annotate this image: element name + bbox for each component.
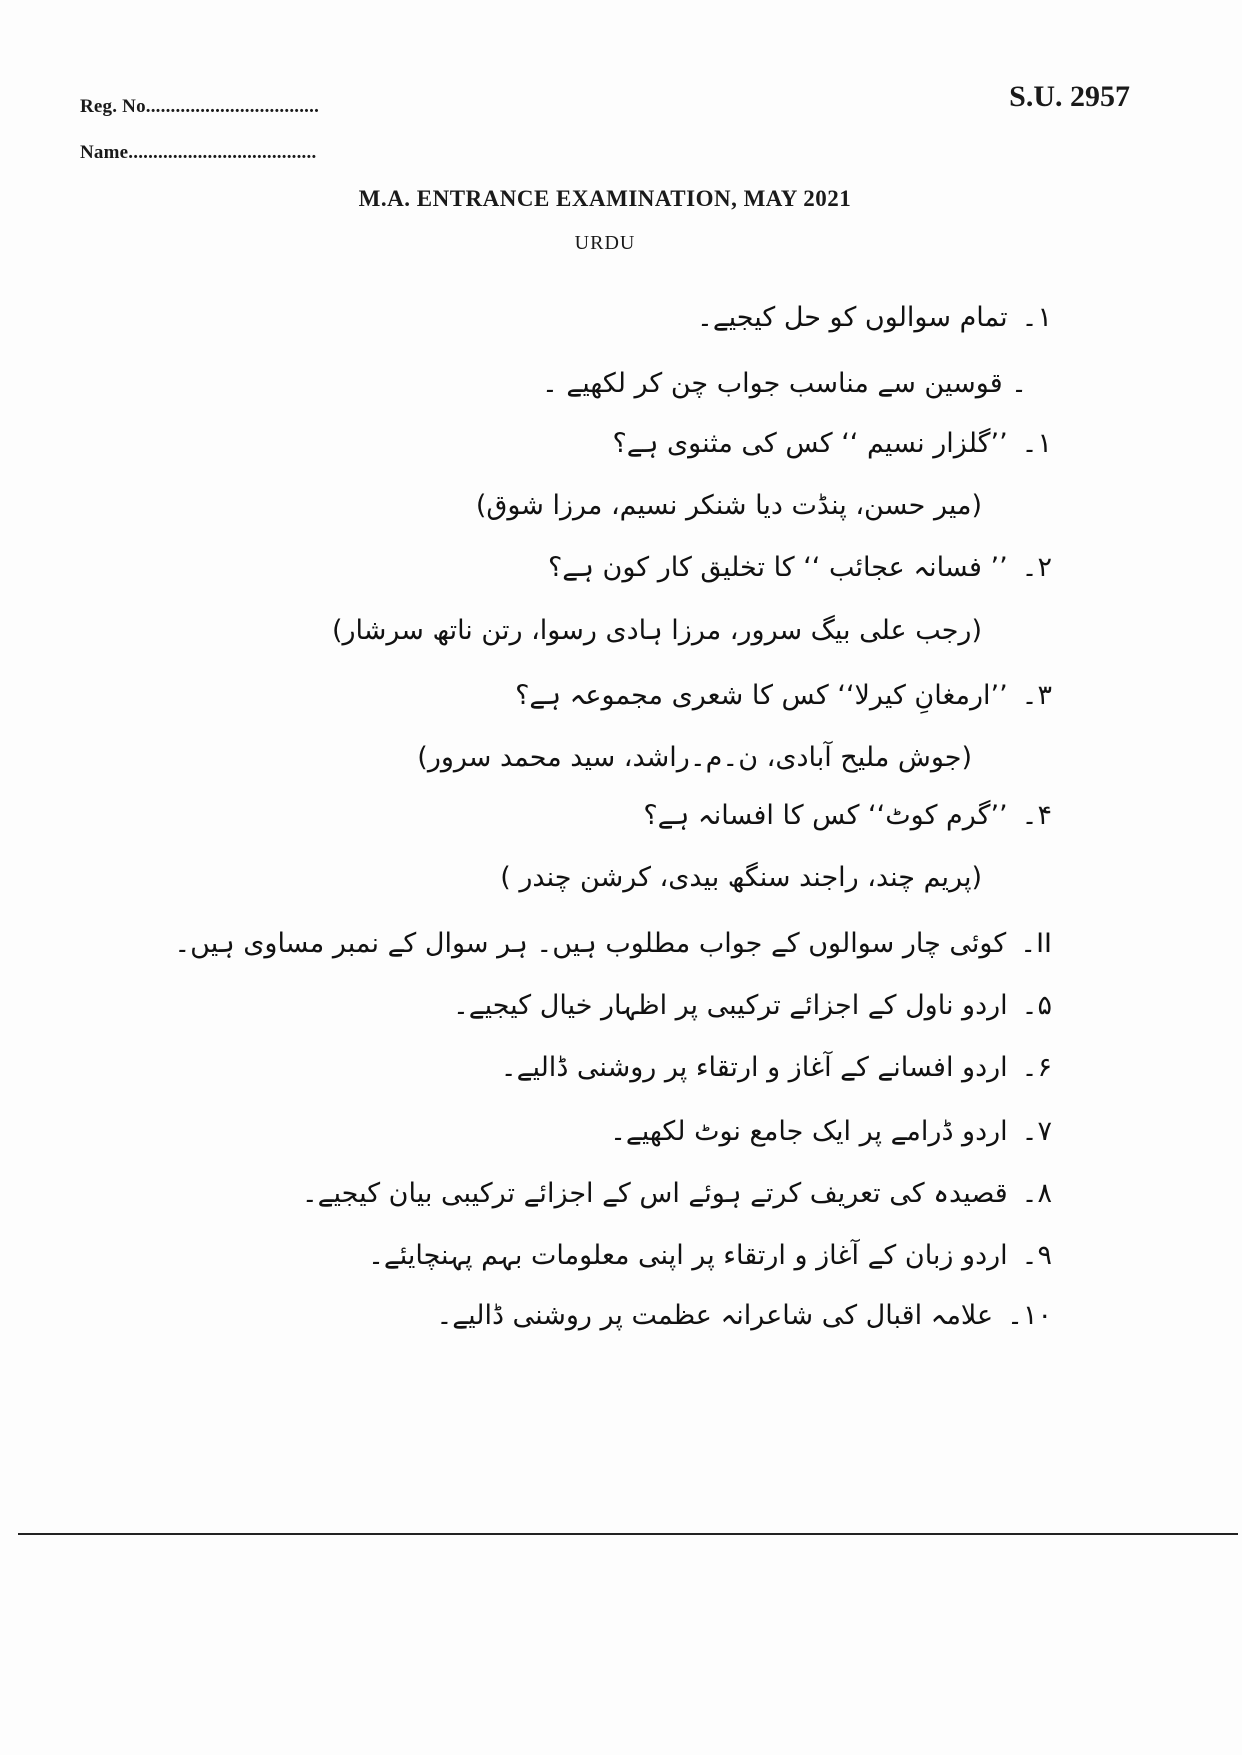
question-3-options: (جوش ملیح آبادی، ن۔م۔راشد، سید محمد سرور) (417, 742, 972, 773)
question-text: علامہ اقبال کی شاعرانہ عظمت پر روشنی ڈالیے۔ (436, 1300, 994, 1331)
section-1-heading (697, 302, 1052, 333)
question-5 (453, 990, 1052, 1021)
section-1-instruction: تمام سوالوں کو حل کیجیے۔ (697, 302, 1008, 333)
section-2-number: II۔ (1020, 928, 1052, 959)
question-2 (548, 552, 1052, 583)
reg-no-blank: .................................. (150, 96, 320, 117)
section-2-instruction: کوئی چار سوالوں کے جواب مطلوب ہیں۔ ہر سوال کے نمبر مساوی ہیں۔ (174, 928, 1007, 959)
question-6 (501, 1052, 1052, 1083)
question-number: ۸۔ (1021, 1178, 1052, 1209)
question-text: ’’ارمغانِ کیرلا‘‘ کس کا شعری مجموعہ ہے؟ (515, 680, 1008, 711)
exam-subject: URDU (574, 232, 636, 254)
question-10 (436, 1300, 1052, 1331)
question-number: ۱۰۔ (1007, 1300, 1052, 1331)
section-1-sub-instruction: ۔ قوسین سے مناسب جواب چن کر لکھیے ۔ (542, 368, 1027, 399)
question-text: قصیدہ کی تعریف کرتے ہوئے اس کے اجزائے ترکیبی بیان کیجیے۔ (301, 1178, 1008, 1209)
question-text: اردو افسانے کے آغاز و ارتقاء پر روشنی ڈالیے۔ (500, 1052, 1008, 1083)
name-field (80, 142, 316, 164)
question-number: ۶۔ (1021, 1052, 1052, 1083)
reg-no-label: Reg. No. (80, 96, 151, 117)
question-text: ’’ فسانہ عجائب ‘‘ کا تخلیق کار کون ہے؟ (547, 552, 1008, 583)
question-8 (302, 1178, 1052, 1209)
question-text: اردو زبان کے آغاز و ارتقاء پر اپنی معلومات بہم پہنچایئے۔ (368, 1240, 1008, 1271)
question-number: ۱۔ (1021, 428, 1052, 459)
question-4-options: (پریم چند، راجند سنگھ بیدی، کرشن چندر ) (500, 862, 982, 893)
section-1-number: ۱۔ (1021, 302, 1052, 333)
exam-title: M.A. ENTRANCE EXAMINATION, MAY 2021 (358, 186, 852, 211)
paper-code: S.U. 2957 (1009, 80, 1130, 113)
question-7 (610, 1116, 1052, 1147)
question-9 (368, 1240, 1052, 1271)
question-number: ۴۔ (1021, 800, 1052, 831)
question-4 (643, 800, 1052, 831)
question-number: ۵۔ (1021, 990, 1052, 1021)
question-number: ۲۔ (1021, 552, 1052, 583)
question-1-options: (میر حسن، پنڈت دیا شنکر نسیم، مرزا شوق) (475, 490, 982, 521)
question-number: ۹۔ (1021, 1240, 1052, 1271)
section-2-heading (174, 928, 1052, 959)
question-text: ’’گرم کوٹ‘‘ کس کا افسانہ ہے؟ (643, 800, 1008, 831)
reg-no-field (80, 96, 319, 118)
question-text: اردو ناول کے اجزائے ترکیبی پر اظہار خیال کیجیے۔ (452, 990, 1008, 1021)
question-number: ۳۔ (1021, 680, 1052, 711)
name-blank: ...................................... (128, 142, 317, 163)
name-label: Name (80, 142, 129, 163)
question-2-options: (رجب علی بیگ سرور، مرزا ہادی رسوا، رتن ناتھ سرشار) (331, 615, 982, 646)
question-1 (612, 428, 1052, 459)
question-text: ’’گلزار نسیم ‘‘ کس کی مثنوی ہے؟ (612, 428, 1008, 459)
question-3 (515, 680, 1052, 711)
question-text: اردو ڈرامے پر ایک جامع نوٹ لکھیے۔ (610, 1116, 1008, 1147)
bottom-divider (18, 1533, 1238, 1535)
question-number: ۷۔ (1021, 1116, 1052, 1147)
